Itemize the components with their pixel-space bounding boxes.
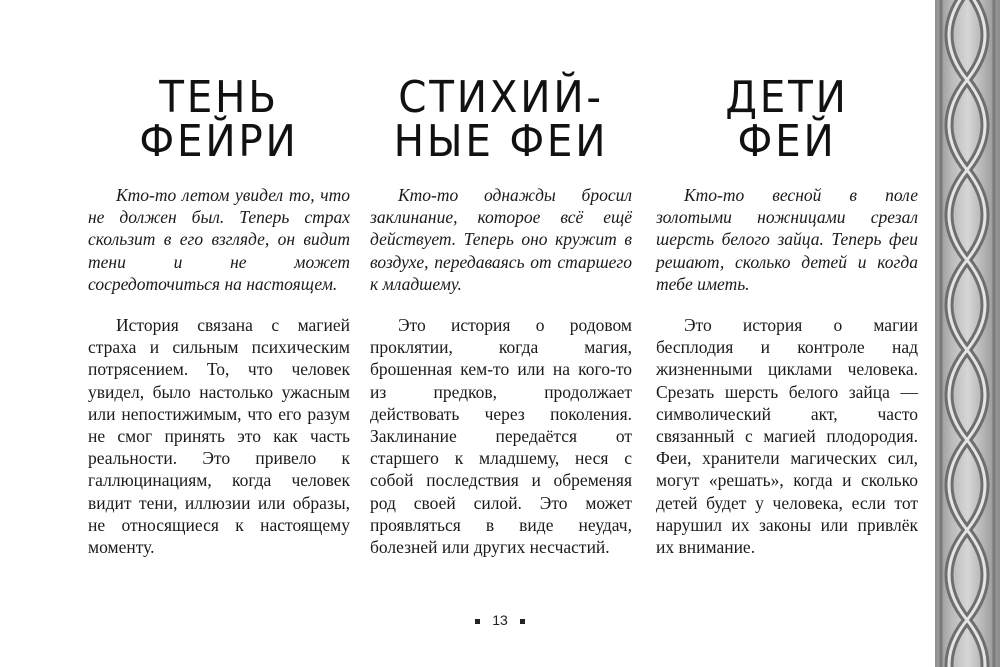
page-number-left-dot (475, 619, 480, 624)
knotwork-ornament (935, 0, 1000, 667)
body-paragraph: Это история о родовом проклятии, когда магия, брошенная кем-то или на кого-то из предков, продолжает действовать через поколения. Заклинание передаётся от старшего к младшему, неся с собой последствия и обременяя род своей силой. Это может проявляться в виде неудач, болезней или других несчастий. (370, 315, 632, 558)
page-number-value: 13 (492, 612, 508, 628)
lead-paragraph: Кто-то весной в поле золотыми ножницами срезал шерсть белого зайца. Теперь феи решают, сколько детей и когда тебе иметь. (656, 185, 918, 294)
title-line: СТИХИЙ- (398, 72, 604, 123)
page-number (0, 612, 1000, 628)
lead-paragraph: Кто-то летом увидел то, что не должен был. Теперь страх скользит в его взгляде, он видит тени и не может сосредоточиться на настоящем. (88, 185, 350, 294)
title-line: ДЕТИ (725, 72, 849, 123)
title-line: ФЕЙРИ (139, 116, 299, 167)
column-title (98, 72, 339, 167)
column-title (380, 72, 621, 167)
page-number-right-dot (520, 619, 525, 624)
celtic-knot-border (935, 0, 1000, 667)
body-paragraph: История связана с магией страха и сильным психическим потрясением. То, что человек увидел, было настолько ужасным или непостижимым, что его разум не смог принять это как часть реальности. Это привело к галлюцинациям, когда человек видит тени, иллюзии или образы, не относящиеся к настоящему моменту. (88, 315, 350, 558)
lead-paragraph: Кто-то однажды бросил заклинание, которое всё ещё действует. Теперь оно кружит в воздухе, передаваясь от старшего к младшему. (370, 185, 632, 294)
title-line: ФЕЙ (737, 116, 837, 167)
title-line: НЫЕ ФЕИ (393, 116, 609, 167)
title-line: ТЕНЬ (159, 72, 279, 123)
column-title (666, 72, 907, 167)
body-paragraph: Это история о магии бесплодия и контроле над жизненными циклами человека. Срезать шерсть белого зайца — символический акт, часто связанный с магией плодородия. Феи, хранители магических сил, могут «решать», когда и сколько детей будет у человека, если тот нарушил их законы или привлёк их внимание. (656, 315, 918, 558)
